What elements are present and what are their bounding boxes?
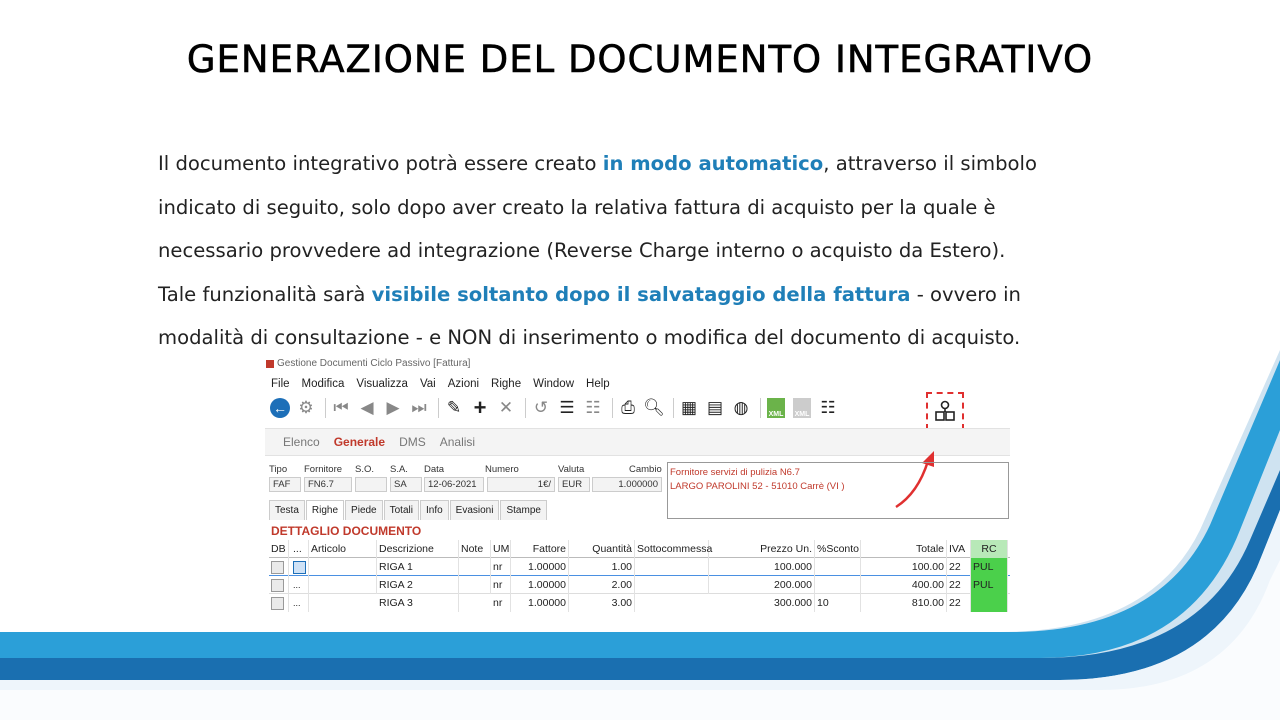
table-header xyxy=(269,540,1010,558)
supplier-address: LARGO PAROLINI 52 - 51010 Carrè (VI ) xyxy=(670,481,845,492)
col-iva[interactable]: IVA xyxy=(947,540,971,558)
list-icon[interactable]: ☷ xyxy=(820,398,836,417)
generate-integrative-document-icon xyxy=(934,400,956,422)
body-paragraph xyxy=(158,142,1148,360)
cell-quantita: 3.00 xyxy=(569,594,635,612)
app-icon xyxy=(266,360,274,368)
cell-iva: 22 xyxy=(947,576,971,594)
db-cell[interactable] xyxy=(271,579,284,592)
subtab-piede[interactable]: Piede xyxy=(345,500,383,520)
cell-articolo xyxy=(309,576,377,594)
sub-tabs xyxy=(269,500,548,520)
col-note[interactable]: Note xyxy=(459,540,491,558)
para-text: , attraverso il simbolo xyxy=(823,152,1037,175)
col-rc[interactable]: RC xyxy=(971,540,1008,558)
label-cambio: Cambio xyxy=(629,464,662,475)
tab-dms[interactable]: DMS xyxy=(399,435,426,449)
cell-note xyxy=(459,576,491,594)
delete-icon[interactable]: ✕ xyxy=(498,398,514,417)
menu-visualizza[interactable]: Visualizza xyxy=(356,378,408,390)
menu-window[interactable]: Window xyxy=(533,378,575,390)
cell-sconto: 10 xyxy=(815,594,861,612)
cell-sconto xyxy=(815,558,861,576)
table-row[interactable] xyxy=(269,558,1010,576)
chart-icon[interactable]: ▤ xyxy=(706,398,724,417)
cell-prezzo: 200.000 xyxy=(709,576,815,594)
clear-filter-icon[interactable]: ☷ xyxy=(585,398,601,417)
cell-prezzo: 100.000 xyxy=(709,558,815,576)
app-screenshot xyxy=(265,358,1010,609)
para-text: Il documento integrativo potrà essere creato xyxy=(158,152,603,175)
cell-sottocommessa xyxy=(635,576,709,594)
col-articolo[interactable]: Articolo xyxy=(309,540,377,558)
menu-modifica[interactable]: Modifica xyxy=(301,378,345,390)
gear-icon[interactable]: ⚙ xyxy=(298,398,314,417)
col-totale[interactable]: Totale xyxy=(861,540,947,558)
cell-rc: PUL xyxy=(971,558,1008,576)
col-prezzo[interactable]: Prezzo Un. xyxy=(709,540,815,558)
field-sa[interactable]: SA xyxy=(390,477,422,492)
cell-fattore: 1.00000 xyxy=(511,558,569,576)
col-fattore[interactable]: Fattore xyxy=(511,540,569,558)
lines-table xyxy=(269,540,1010,609)
print-icon[interactable]: ⎙ xyxy=(621,398,635,417)
field-numero[interactable]: 1€/ xyxy=(487,477,555,492)
db-cell[interactable] xyxy=(271,561,284,574)
label-sa: S.A. xyxy=(390,464,408,475)
col-sconto[interactable]: %Sconto xyxy=(815,540,861,558)
subtab-righe[interactable]: Righe xyxy=(306,500,344,520)
undo-icon[interactable]: ↺ xyxy=(533,398,549,417)
field-tipo[interactable]: FAF xyxy=(269,477,301,492)
tab-generale[interactable]: Generale xyxy=(333,435,386,449)
menu-help[interactable]: Help xyxy=(586,378,610,390)
cell-fattore: 1.00000 xyxy=(511,576,569,594)
xml-disabled-icon: XML xyxy=(791,397,813,419)
cell-rc: PUL xyxy=(971,576,1008,594)
row-action-button[interactable] xyxy=(293,561,306,574)
cell-descrizione: RIGA 3 xyxy=(377,594,459,612)
label-data: Data xyxy=(424,464,445,475)
tab-analisi[interactable]: Analisi xyxy=(439,435,476,449)
subtab-totali[interactable]: Totali xyxy=(384,500,419,520)
cell-sottocommessa xyxy=(635,558,709,576)
menu-righe[interactable]: Righe xyxy=(491,378,522,390)
preview-icon[interactable]: 🔍︎ xyxy=(643,398,665,417)
menu-azioni[interactable]: Azioni xyxy=(447,378,480,390)
cell-descrizione: RIGA 1 xyxy=(377,558,459,576)
col-quantita[interactable]: Quantità xyxy=(569,540,635,558)
cell-sconto xyxy=(815,576,861,594)
field-so[interactable] xyxy=(355,477,387,492)
field-cambio[interactable]: 1.000000 xyxy=(592,477,662,492)
label-valuta: Valuta xyxy=(558,464,585,475)
filter-icon[interactable]: ☰ xyxy=(559,398,575,417)
db-cell[interactable] xyxy=(271,597,284,610)
subtab-testa[interactable]: Testa xyxy=(269,500,305,520)
row-action-button[interactable]: ... xyxy=(291,576,309,594)
field-valuta[interactable]: EUR xyxy=(558,477,590,492)
col-dots[interactable]: ... xyxy=(291,540,309,558)
menu-vai[interactable]: Vai xyxy=(419,378,436,390)
col-um[interactable]: UM xyxy=(491,540,511,558)
para-line: modalità di consultazione - e NON di inserimento o modifica del documento di acquisto. xyxy=(158,326,1021,349)
cell-um: nr xyxy=(491,594,511,612)
globe-icon[interactable]: ◍ xyxy=(733,398,749,417)
first-record-icon[interactable]: ⏮ xyxy=(333,398,349,417)
cell-totale: 400.00 xyxy=(861,576,947,594)
cell-fattore: 1.00000 xyxy=(511,594,569,612)
cell-totale: 810.00 xyxy=(861,594,947,612)
table-row[interactable] xyxy=(269,576,1010,594)
xml-icon[interactable]: XML xyxy=(765,397,787,419)
col-sottocommessa[interactable]: Sottocommessa xyxy=(635,540,709,558)
next-record-icon[interactable]: ▶ xyxy=(386,398,400,417)
label-numero: Numero xyxy=(485,464,519,475)
cell-quantita: 2.00 xyxy=(569,576,635,594)
cell-articolo xyxy=(309,558,377,576)
cell-iva: 22 xyxy=(947,594,971,612)
para-text: Tale funzionalità sarà xyxy=(158,282,372,306)
table-row[interactable] xyxy=(269,594,1010,609)
supplier-box xyxy=(667,462,1009,519)
edit-icon[interactable]: ✎ xyxy=(446,398,462,417)
window-title: Gestione Documenti Ciclo Passivo [Fattura] xyxy=(265,360,1010,372)
toolbar xyxy=(265,394,1010,422)
para-line: indicato di seguito, solo dopo aver creato la relativa fattura di acquisto per la quale è xyxy=(158,195,996,219)
field-fornitore[interactable]: FN6.7 xyxy=(304,477,352,492)
row-action-button[interactable]: ... xyxy=(291,594,309,612)
cell-totale: 100.00 xyxy=(861,558,947,576)
subtab-info[interactable]: Info xyxy=(420,500,449,520)
label-so: S.O. xyxy=(355,464,375,475)
back-button[interactable] xyxy=(269,397,291,419)
col-descrizione[interactable]: Descrizione xyxy=(377,540,459,558)
menu-bar xyxy=(265,375,1010,393)
page-title: GENERAZIONE DEL DOCUMENTO INTEGRATIVO xyxy=(186,38,1094,81)
cell-um: nr xyxy=(491,576,511,594)
subtab-stampe[interactable]: Stampe xyxy=(500,500,546,520)
col-db[interactable]: DB xyxy=(269,540,289,558)
menu-file[interactable]: File xyxy=(271,378,290,390)
para-text: - ovvero in xyxy=(910,282,1021,306)
cell-um: nr xyxy=(491,558,511,576)
label-tipo: Tipo xyxy=(269,464,288,475)
para-highlight: visibile soltanto dopo il salvataggio della fattura xyxy=(371,282,911,306)
integrative-document-button[interactable] xyxy=(926,392,964,430)
cell-quantita: 1.00 xyxy=(569,558,635,576)
section-title: DETTAGLIO DOCUMENTO xyxy=(271,524,422,538)
para-line: necessario provvedere ad integrazione (Reverse Charge interno o acquisto da Estero). xyxy=(158,239,1006,262)
last-record-icon[interactable]: ⏭ xyxy=(411,398,427,417)
subtab-evasioni[interactable]: Evasioni xyxy=(450,500,500,520)
cell-descrizione: RIGA 2 xyxy=(377,576,459,594)
add-icon[interactable]: + xyxy=(473,395,487,420)
prev-record-icon[interactable]: ◀ xyxy=(360,398,374,417)
cell-iva: 22 xyxy=(947,558,971,576)
calendar-icon[interactable]: ▦ xyxy=(680,398,698,417)
para-highlight: in modo automatico xyxy=(602,152,824,175)
tab-elenco[interactable]: Elenco xyxy=(283,435,320,449)
label-fornitore: Fornitore xyxy=(304,464,343,475)
cell-prezzo: 300.000 xyxy=(709,594,815,612)
supplier-name: Fornitore servizi di pulizia N6.7 xyxy=(670,467,800,478)
field-data[interactable]: 12-06-2021 xyxy=(424,477,484,492)
cell-note xyxy=(459,558,491,576)
cell-rc xyxy=(971,594,1008,612)
arrow-left-icon: ← xyxy=(270,398,290,418)
